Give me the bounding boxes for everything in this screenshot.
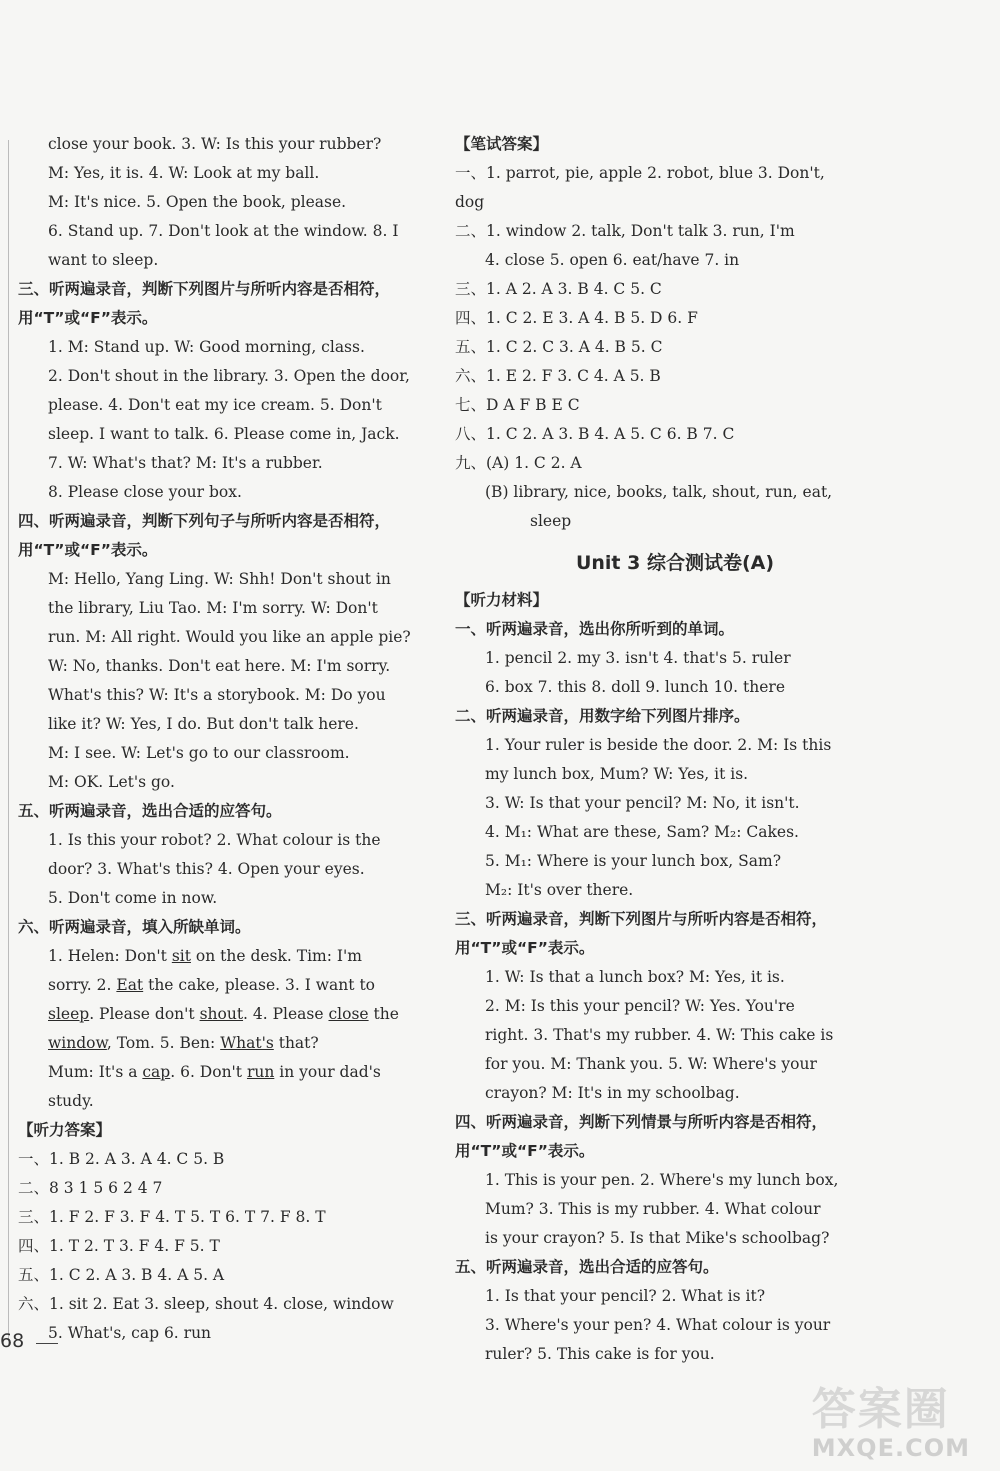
text-line: 2. M: Is this your pencil? W: Yes. You're	[485, 997, 795, 1015]
text-line: my lunch box, Mum? W: Yes, it is.	[485, 765, 749, 783]
section-heading: 四、听两遍录音，判断下列情景与所听内容是否相符，	[455, 1113, 828, 1131]
answer-line: 5. What's, cap 6. run	[48, 1324, 212, 1342]
section-heading: 用“T”或“F”表示。	[455, 1142, 595, 1160]
text-line: like it? W: Yes, I do. But don't talk here.	[48, 715, 359, 733]
text-line: door? 3. What's this? 4. Open your eyes.	[48, 860, 365, 878]
text-line: window, Tom. 5. Ben: What's that?	[48, 1034, 319, 1052]
text-line: M: I see. W: Let's go to our classroom.	[48, 744, 350, 762]
text-line: right. 3. That's my rubber. 4. W: This cake is	[485, 1026, 834, 1044]
text-line: 5. Don't come in now.	[48, 889, 218, 907]
watermark-logo: 答案圈	[811, 1384, 950, 1435]
text-line: study.	[48, 1092, 94, 1110]
page-number: 68	[0, 1330, 25, 1352]
watermark-url: MXQE.COM	[811, 1434, 970, 1462]
text-line: run. M: All right. Would you like an apple pie?	[48, 628, 411, 646]
watermark	[812, 1386, 970, 1462]
answer-line: 五、1. C 2. C 3. A 4. B 5. C	[455, 338, 663, 356]
text-line: 5. M₁: Where is your lunch box, Sam?	[485, 852, 782, 870]
filled-word: What's	[220, 1034, 274, 1052]
text-line: 6. Stand up. 7. Don't look at the window. 8. I	[48, 222, 399, 240]
unit-title: Unit 3 综合测试卷(A)	[575, 552, 775, 574]
text-line: for you. M: Thank you. 5. W: Where's your	[485, 1055, 817, 1073]
text-line: M: OK. Let's go.	[48, 773, 175, 791]
text-line: the library, Liu Tao. M: I'm sorry. W: Don't	[48, 599, 378, 617]
listening-material-tag: 【听力材料】	[455, 591, 549, 609]
text-line: 1. Is this your robot? 2. What colour is the	[48, 831, 381, 849]
answer-line: 二、8 3 1 5 6 2 4 7	[18, 1179, 163, 1197]
section-heading: 用“T”或“F”表示。	[18, 541, 158, 559]
text-line: sleep. Please don't shout. 4. Please close the	[48, 1005, 399, 1023]
text-line: M: Hello, Yang Ling. W: Shh! Don't shout in	[48, 570, 391, 588]
written-answers-tag: 【笔试答案】	[455, 135, 549, 153]
answer-line: 三、1. F 2. F 3. F 4. T 5. T 6. T 7. F 8. T	[18, 1208, 326, 1226]
section-heading: 五、听两遍录音，选出合适的应答句。	[455, 1258, 719, 1276]
text-line: 4. M₁: What are these, Sam? M₂: Cakes.	[485, 823, 799, 841]
text-line: M: Yes, it is. 4. W: Look at my ball.	[48, 164, 320, 182]
text-line: What's this? W: It's a storybook. M: Do you	[48, 686, 386, 704]
answer-line: dog	[455, 193, 485, 211]
text-line: 1. Helen: Don't sit on the desk. Tim: I'm	[48, 947, 362, 965]
page-number-dash	[36, 1343, 58, 1344]
left-column	[18, 130, 448, 1348]
filled-word: window	[48, 1034, 107, 1052]
text-line: 1. M: Stand up. W: Good morning, class.	[48, 338, 365, 356]
left-margin-rule	[8, 140, 9, 1345]
section-heading: 五、听两遍录音，选出合适的应答句。	[18, 802, 282, 820]
listening-answers-tag: 【听力答案】	[18, 1121, 112, 1139]
text-line: Mum? 3. This is my rubber. 4. What colour	[485, 1200, 821, 1218]
filled-word: run	[246, 1063, 275, 1081]
section-heading: 用“T”或“F”表示。	[18, 309, 158, 327]
answer-line: 一、1. parrot, pie, apple 2. robot, blue 3. Don't,	[455, 164, 825, 182]
filled-word: cap	[142, 1063, 171, 1081]
text-line: close your book. 3. W: Is this your rubber?	[48, 135, 382, 153]
section-heading: 二、听两遍录音，用数字给下列图片排序。	[455, 707, 750, 725]
section-heading: 三、听两遍录音，判断下列图片与所听内容是否相符，	[18, 280, 391, 298]
answer-line: 四、1. C 2. E 3. A 4. B 5. D 6. F	[455, 309, 698, 327]
answer-line: sleep	[530, 512, 572, 530]
filled-word: sleep	[48, 1005, 90, 1023]
answer-line: 三、1. A 2. A 3. B 4. C 5. C	[455, 280, 662, 298]
text-line: please. 4. Don't eat my ice cream. 5. Don't	[48, 396, 382, 414]
answer-line: 四、1. T 2. T 3. F 4. F 5. T	[18, 1237, 220, 1255]
section-heading: 四、听两遍录音，判断下列句子与所听内容是否相符，	[18, 512, 391, 530]
answer-line: 六、1. E 2. F 3. C 4. A 5. B	[455, 367, 661, 385]
text-line: 3. W: Is that your pencil? M: No, it isn't.	[485, 794, 800, 812]
text-line: 1. This is your pen. 2. Where's my lunch box,	[485, 1171, 839, 1189]
text-line: 2. Don't shout in the library. 3. Open the door,	[48, 367, 410, 385]
text-line: ruler? 5. This cake is for you.	[485, 1345, 715, 1363]
text-line: 3. Where's your pen? 4. What colour is your	[485, 1316, 831, 1334]
filled-word: Eat	[116, 976, 144, 994]
section-heading: 六、听两遍录音，填入所缺单词。	[18, 918, 251, 936]
text-line: M: It's nice. 5. Open the book, please.	[48, 193, 347, 211]
filled-word: close	[328, 1005, 369, 1023]
answer-line: 七、D A F B E C	[455, 396, 580, 414]
text-line: sleep. I want to talk. 6. Please come in, Jack.	[48, 425, 400, 443]
text-line: Mum: It's a cap. 6. Don't run in your dad's	[48, 1063, 381, 1081]
section-heading: 三、听两遍录音，判断下列图片与所听内容是否相符，	[455, 910, 828, 928]
answer-line: (B) library, nice, books, talk, shout, run, eat,	[485, 483, 833, 501]
text-line: 1. pencil 2. my 3. isn't 4. that's 5. ruler	[485, 649, 791, 667]
text-line: 1. W: Is that a lunch box? M: Yes, it is.	[485, 968, 785, 986]
section-heading: 用“T”或“F”表示。	[455, 939, 595, 957]
answer-line: 八、1. C 2. A 3. B 4. A 5. C 6. B 7. C	[455, 425, 735, 443]
text-line: M₂: It's over there.	[485, 881, 634, 899]
answer-line: 九、(A) 1. C 2. A	[455, 454, 582, 472]
section-heading: 一、听两遍录音，选出你所听到的单词。	[455, 620, 735, 638]
text-line: 6. box 7. this 8. doll 9. lunch 10. there	[485, 678, 785, 696]
text-line: crayon? M: It's in my schoolbag.	[485, 1084, 740, 1102]
text-line: 1. Your ruler is beside the door. 2. M: Is this	[485, 736, 832, 754]
answer-line: 二、1. window 2. talk, Don't talk 3. run, I'm	[455, 222, 795, 240]
answer-line: 五、1. C 2. A 3. B 4. A 5. A	[18, 1266, 225, 1284]
text-line: W: No, thanks. Don't eat here. M: I'm sorry.	[48, 657, 391, 675]
text-line: is your crayon? 5. Is that Mike's schoolbag?	[485, 1229, 830, 1247]
right-column	[455, 130, 895, 1369]
text-line: sorry. 2. Eat the cake, please. 3. I want to	[48, 976, 375, 994]
filled-word: shout	[199, 1005, 244, 1023]
text-line: want to sleep.	[48, 251, 159, 269]
text-line: 8. Please close your box.	[48, 483, 242, 501]
text-line: 1. Is that your pencil? 2. What is it?	[485, 1287, 766, 1305]
answer-line: 4. close 5. open 6. eat/have 7. in	[485, 251, 740, 269]
filled-word: sit	[171, 947, 191, 965]
answer-line: 一、1. B 2. A 3. A 4. C 5. B	[18, 1150, 225, 1168]
text-line: 7. W: What's that? M: It's a rubber.	[48, 454, 323, 472]
answer-line: 六、1. sit 2. Eat 3. sleep, shout 4. close, window	[18, 1295, 394, 1313]
